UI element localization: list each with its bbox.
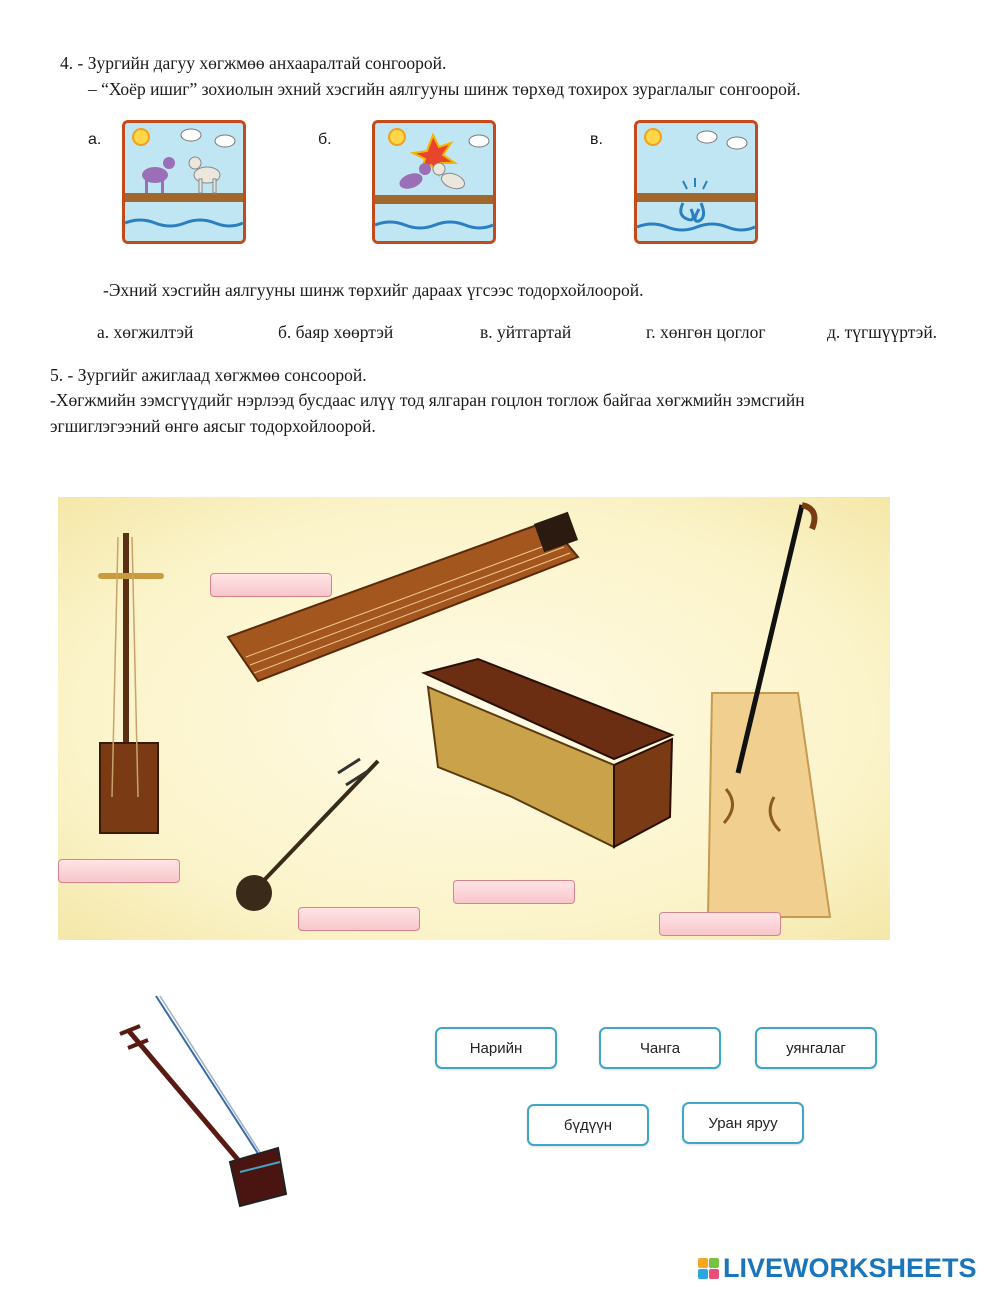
q5-instruction-2: -Хөгжмийн зэмсгүүдийг нэрлээд бусдаас илүү тод ялгаран гоцлон тоглож байгаа хөгжмийн зэмсгийн <box>50 390 805 410</box>
q4-instruction-3: -Эхний хэсгийн аялгууны шинж төрхийг дараах үгсээс тодорхойлоорой. <box>103 280 644 300</box>
image-label-c: в. <box>590 131 603 148</box>
answer-box-yatga[interactable] <box>210 573 332 597</box>
ikh-khuur-picture <box>708 505 830 917</box>
image-label-a: а. <box>88 131 102 148</box>
option-c[interactable]: в. уйтгартай <box>480 322 572 342</box>
option-e[interactable]: д. түгшүүртэй. <box>827 322 938 342</box>
picture-goats-fighting[interactable] <box>372 120 496 244</box>
answer-box-ikh-khuur[interactable] <box>659 912 781 936</box>
word-chip-uyangalag[interactable]: уянгалаг <box>755 1027 877 1069</box>
option-a[interactable]: а. хөгжилтэй <box>97 322 194 342</box>
liveworksheets-icon <box>698 1258 719 1279</box>
q5-instruction-1: 5. - Зургийг ажиглаад хөгжмөө сонсоорой. <box>50 365 367 385</box>
answer-box-yoochin[interactable] <box>453 880 575 904</box>
huuchir-picture <box>100 990 300 1220</box>
word-chip-uran-yaruu[interactable]: Уран яруу <box>682 1102 804 1144</box>
instruments-panel <box>58 497 890 940</box>
answer-box-morin-khuur[interactable] <box>58 859 180 883</box>
answer-box-shanz[interactable] <box>298 907 420 931</box>
image-label-b: б. <box>318 131 332 148</box>
shanz-picture <box>236 759 378 911</box>
word-chip-changa[interactable]: Чанга <box>599 1027 721 1069</box>
brand-text: LIVEWORKSHEETS <box>723 1253 977 1283</box>
yoochin-picture <box>424 659 672 847</box>
picture-goats-splash[interactable] <box>634 120 758 244</box>
picture-goats-meeting[interactable] <box>122 120 246 244</box>
option-b[interactable]: б. баяр хөөртэй <box>278 322 394 342</box>
q4-instruction-2: – “Хоёр ишиг” зохиолын эхний хэсгийн аялгууны шинж төрхөд тохирох зураглалыг сонгоорой. <box>88 79 801 99</box>
word-chip-nariin[interactable]: Нарийн <box>435 1027 557 1069</box>
word-chip-buduun[interactable]: бүдүүн <box>527 1104 649 1146</box>
option-d[interactable]: г. хөнгөн цоглог <box>646 322 766 342</box>
q5-instruction-3: эгшиглэгээний өнгө аясыг тодорхойлоорой. <box>50 416 376 436</box>
morin-khuur-picture <box>98 533 164 833</box>
q4-instruction-1: 4. - Зургийн дагуу хөгжмөө анхааралтай сонгоорой. <box>60 53 447 73</box>
liveworksheets-logo <box>698 1253 977 1284</box>
